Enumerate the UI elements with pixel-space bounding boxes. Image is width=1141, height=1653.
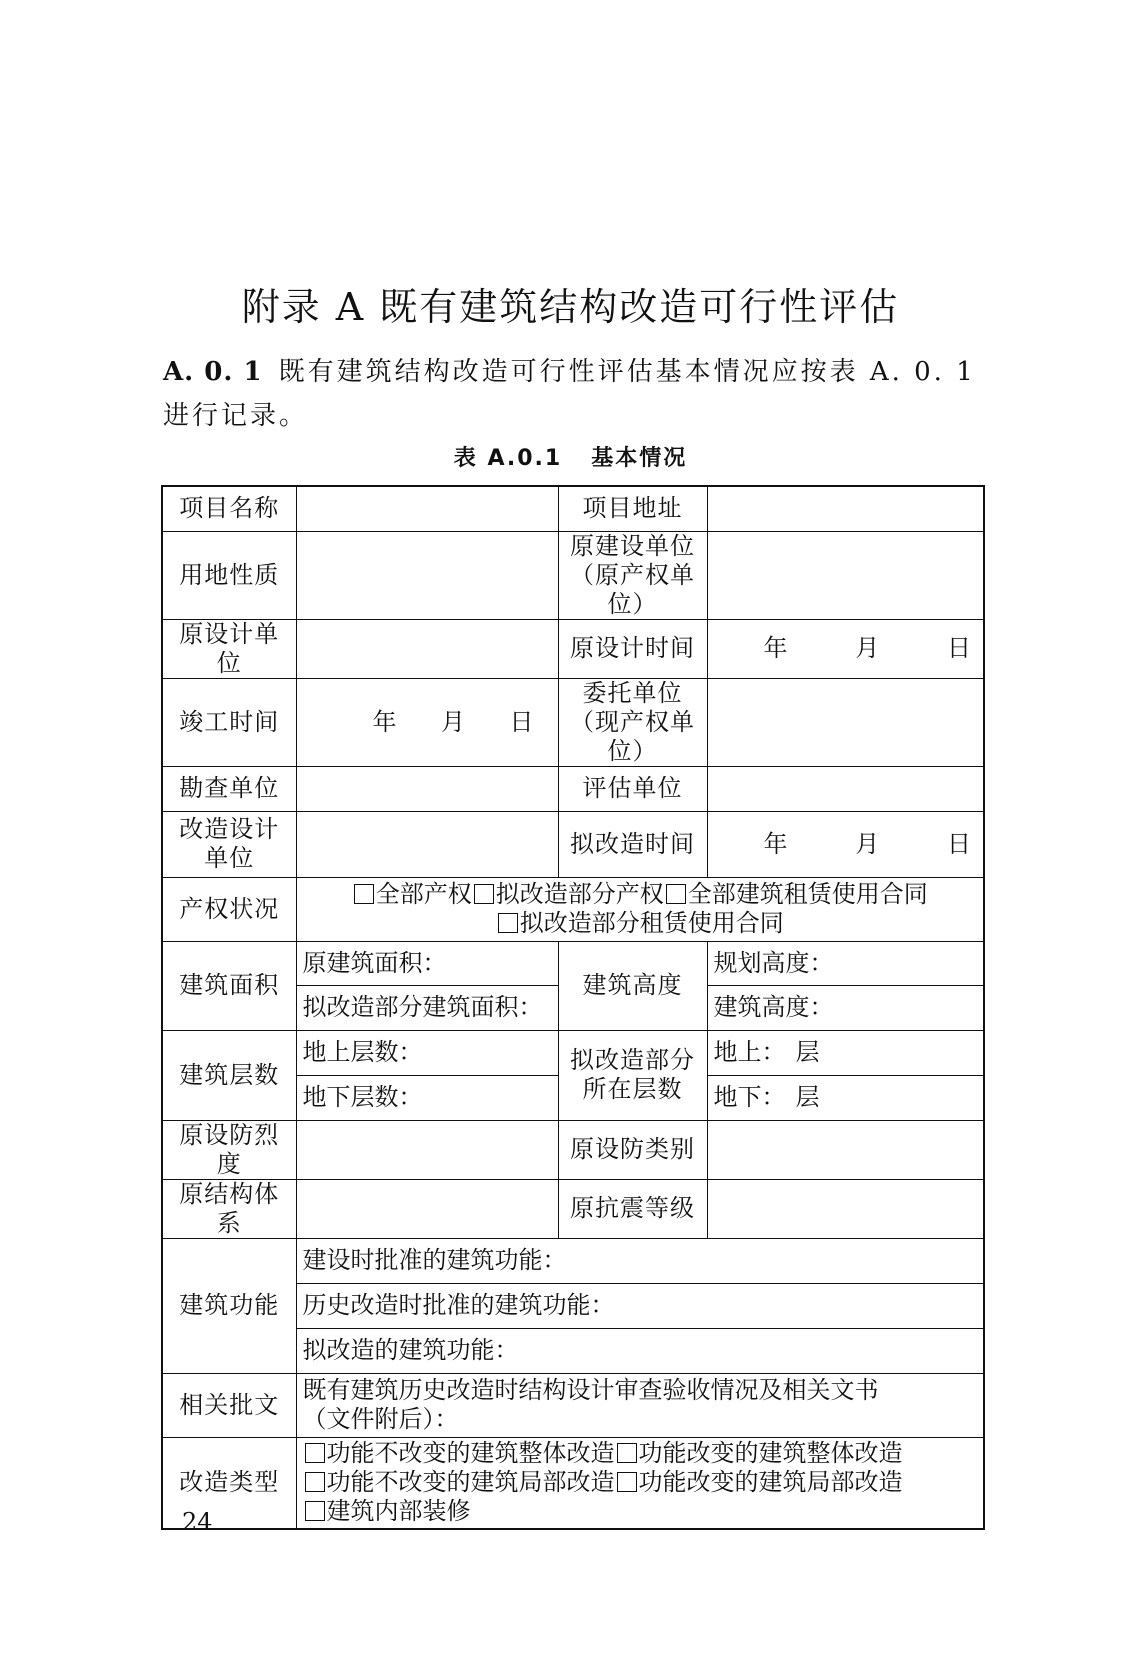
checkbox[interactable] xyxy=(617,1443,637,1463)
table-row xyxy=(162,811,984,877)
option-label: 功能改变的建筑整体改造 xyxy=(638,1439,903,1468)
day-label: 日 xyxy=(947,634,971,662)
table-row xyxy=(162,1238,984,1283)
value-client xyxy=(707,678,984,766)
label-building-height: 建筑高度 xyxy=(558,941,707,1030)
label-building-floors: 建筑层数 xyxy=(162,1030,296,1120)
approvals-line: 既有建筑历史改造时结构设计审查验收情况及相关文书 xyxy=(302,1376,879,1404)
checkbox[interactable] xyxy=(305,1501,325,1521)
value-original-builder xyxy=(707,531,984,619)
value-original-designer xyxy=(296,619,558,678)
floor-unit: 层 xyxy=(795,1083,820,1111)
label-assessment-unit: 评估单位 xyxy=(558,766,707,811)
function-history: 历史改造时批准的建筑功能： xyxy=(296,1283,984,1328)
checkbox[interactable] xyxy=(498,913,518,933)
year-label: 年 xyxy=(763,634,788,662)
appendix-title: 附录 A 既有建筑结构改造可行性评估 xyxy=(241,285,900,329)
function-at-construction: 建设时批准的建筑功能： xyxy=(296,1238,984,1283)
year-label: 年 xyxy=(763,829,788,858)
label-line: 单位 xyxy=(204,844,255,872)
table-caption: 表 A.0.1 基本情况 xyxy=(453,446,688,471)
label-related-approvals: 相关批文 xyxy=(162,1373,296,1437)
label-planned-renovation-time: 拟改造时间 xyxy=(558,811,707,877)
month-label: 月 xyxy=(855,829,880,858)
checkbox[interactable] xyxy=(305,1472,325,1492)
label-property-status: 产权状况 xyxy=(162,877,296,941)
above-label: 地上： xyxy=(713,1038,786,1066)
option-label: 拟改造部分产权 xyxy=(495,880,664,908)
label-land-use: 用地性质 xyxy=(162,531,296,619)
value-survey-unit xyxy=(296,766,558,811)
table-row xyxy=(162,766,984,811)
value-related-approvals xyxy=(296,1373,984,1437)
value-structural-system xyxy=(296,1179,558,1238)
label-renovation-type: 改造类型 xyxy=(162,1437,296,1529)
function-planned: 拟改造的建筑功能： xyxy=(296,1328,984,1373)
page-number: 24 xyxy=(182,1508,213,1536)
value-property-status xyxy=(296,877,984,941)
label-seismic-grade: 原抗震等级 xyxy=(558,1179,707,1238)
approvals-line: （文件附后）： xyxy=(302,1405,459,1433)
label-project-address: 项目地址 xyxy=(558,486,707,531)
checkbox[interactable] xyxy=(474,884,494,904)
renovation-area-field: 拟改造部分建筑面积： xyxy=(296,985,558,1030)
day-label: 日 xyxy=(509,707,534,736)
original-area-field: 原建筑面积： xyxy=(296,941,558,985)
clause-number: A. 0. 1 xyxy=(163,357,263,387)
label-line: 改造设计 xyxy=(179,815,280,843)
planned-height-field: 规划高度： xyxy=(707,941,984,985)
label-building-function: 建筑功能 xyxy=(162,1238,296,1373)
option-label: 功能不改变的建筑整体改造 xyxy=(326,1439,615,1468)
table-row xyxy=(162,678,984,766)
label-client xyxy=(558,678,707,766)
table-row xyxy=(162,1030,984,1075)
below-label: 地下： xyxy=(713,1083,786,1111)
building-height-field: 建筑高度： xyxy=(707,985,984,1030)
label-renovation-designer xyxy=(162,811,296,877)
option-label: 全部建筑租赁使用合同 xyxy=(687,880,928,908)
label-line: 所在层数 xyxy=(582,1075,683,1103)
table-row xyxy=(162,1373,984,1437)
floor-unit: 层 xyxy=(795,1038,820,1066)
floors-below-field: 地下层数： xyxy=(296,1075,558,1120)
label-line: （现产权单位） xyxy=(570,707,695,765)
label-original-design-time: 原设计时间 xyxy=(558,619,707,678)
checkbox[interactable] xyxy=(617,1472,637,1492)
option-label: 建筑内部装修 xyxy=(326,1497,471,1526)
day-label: 日 xyxy=(947,829,971,858)
label-line: （原产权单位） xyxy=(570,560,695,618)
checkbox[interactable] xyxy=(666,884,686,904)
label-seismic-category: 原设防类别 xyxy=(558,1120,707,1179)
label-line: 拟改造部分 xyxy=(570,1046,695,1074)
label-line: 原建设单位 xyxy=(570,531,695,560)
label-building-area: 建筑面积 xyxy=(162,941,296,1030)
value-project-name xyxy=(296,486,558,531)
value-seismic-intensity xyxy=(296,1120,558,1179)
option-label: 全部产权 xyxy=(375,880,472,908)
label-line: 委托单位 xyxy=(582,678,683,707)
table-row xyxy=(162,486,984,531)
label-seismic-intensity: 原设防烈度 xyxy=(162,1120,296,1179)
table-row xyxy=(162,941,984,985)
floors-above-field: 地上层数： xyxy=(296,1030,558,1075)
table-row xyxy=(162,619,984,678)
option-label: 功能不改变的建筑局部改造 xyxy=(326,1468,615,1497)
value-land-use xyxy=(296,531,558,619)
renovation-floors-above xyxy=(707,1030,984,1075)
value-project-address xyxy=(707,486,984,531)
clause-paragraph xyxy=(163,350,983,438)
checkbox[interactable] xyxy=(305,1443,325,1463)
table-row xyxy=(162,1437,984,1529)
label-project-name: 项目名称 xyxy=(162,486,296,531)
table-row xyxy=(162,1120,984,1179)
label-survey-unit: 勘查单位 xyxy=(162,766,296,811)
label-renovation-floors xyxy=(558,1030,707,1120)
value-seismic-grade xyxy=(707,1179,984,1238)
table-row xyxy=(162,1179,984,1238)
table-row xyxy=(162,877,984,941)
option-label: 拟改造部分租赁使用合同 xyxy=(519,909,784,937)
value-original-design-time xyxy=(707,619,984,678)
value-planned-renovation-time xyxy=(707,811,984,877)
value-seismic-category xyxy=(707,1120,984,1179)
year-label: 年 xyxy=(372,707,397,736)
label-completion-time: 竣工时间 xyxy=(162,678,296,766)
table-row xyxy=(162,531,984,619)
basic-info-table xyxy=(161,485,985,1530)
checkbox[interactable] xyxy=(354,884,374,904)
clause-text: 既有建筑结构改造可行性评估基本情况应按表 A. 0. 1 进行记录。 xyxy=(163,357,976,431)
value-renovation-type xyxy=(296,1437,984,1529)
value-completion-time xyxy=(296,678,558,766)
month-label: 月 xyxy=(441,707,465,736)
renovation-floors-below xyxy=(707,1075,984,1120)
option-label: 功能改变的建筑局部改造 xyxy=(638,1468,903,1497)
label-original-designer: 原设计单位 xyxy=(162,619,296,678)
value-renovation-designer xyxy=(296,811,558,877)
label-original-builder xyxy=(558,531,707,619)
label-structural-system: 原结构体系 xyxy=(162,1179,296,1238)
value-assessment-unit xyxy=(707,766,984,811)
month-label: 月 xyxy=(855,634,880,662)
